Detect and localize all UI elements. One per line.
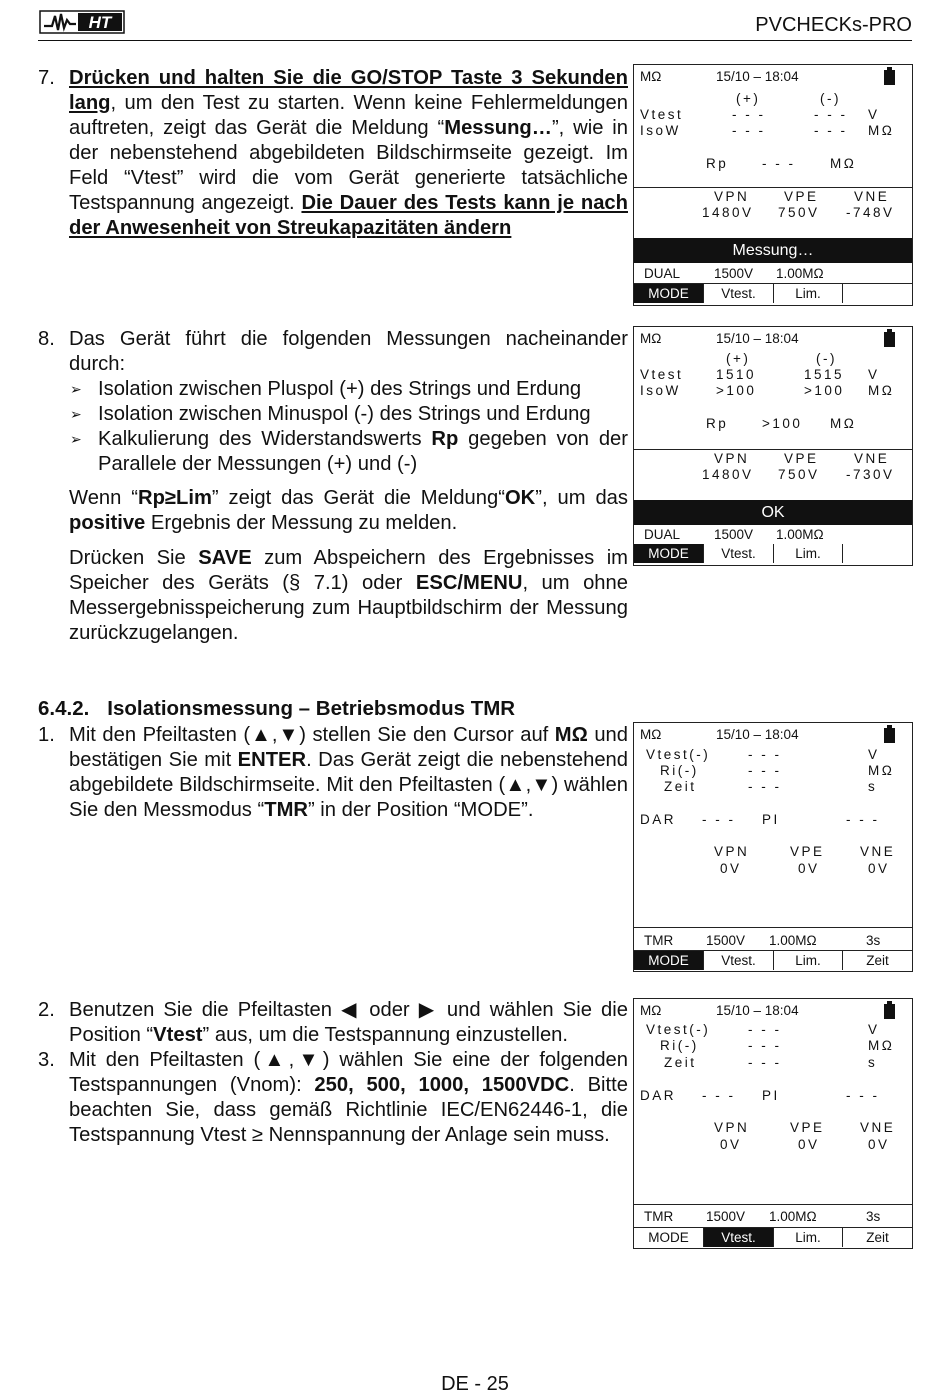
vtest-unit: V <box>868 107 878 122</box>
vtest-label: Vtest <box>640 107 684 122</box>
vpn-value: 1480V <box>702 205 754 220</box>
tab-vtest[interactable]: Vtest. <box>704 951 774 970</box>
step-7-bold-2: Messung… <box>444 117 552 139</box>
vtest-setting: 1500V <box>714 527 754 542</box>
vne-value: -730V <box>846 467 895 482</box>
vpn-value: 0V <box>720 861 742 876</box>
step-7-text-2: ”, wie in der nebenstehend abgebildeten Bildschirmseite gezeigt. Im Feld “Vtest” wird die vom Gerät generierte tatsächliche Testspannung angezeigt. <box>69 117 628 214</box>
vne-value: 0V <box>868 861 890 876</box>
step-1-e: . Das Gerät zeigt die nebenstehend abgebildete Bildschirmseite. Mit den Pfeiltasten (▲,▼) wählen Sie den Messmodus “ <box>69 749 628 821</box>
lcd-screen-1 <box>633 64 913 306</box>
ri-unit: MΩ <box>868 763 895 778</box>
lim-setting: 1.00MΩ <box>776 527 824 542</box>
lcd-screen-3 <box>633 722 913 972</box>
vne-label: VNE <box>860 844 896 859</box>
ok-paragraph <box>69 486 628 536</box>
bullet-3-c: gegeben von der Parallele der Messungen (+) und (-) <box>98 428 628 475</box>
step-3-b: 250, 500, 1000, 1500VDC <box>314 1074 570 1096</box>
mode-value: TMR <box>644 933 674 948</box>
save-text-3: , um ohne Messergebnisspeicherung zum Hauptbildschirm der Messung zurückzugelangen. <box>69 572 628 644</box>
vtest-value: - - - <box>748 1022 782 1037</box>
vpn-label: VPN <box>714 189 750 204</box>
iso-minus: - - - <box>814 123 848 138</box>
page-number: DE - 25 <box>441 1373 509 1395</box>
pi-value: - - - <box>846 1088 880 1103</box>
vtest-setting: 1500V <box>706 933 746 948</box>
datetime: 15/10 – 18:04 <box>716 1003 799 1018</box>
bullet-marker: ➢ <box>70 381 82 397</box>
vpe-value: 0V <box>798 1137 820 1152</box>
zeit-label: Zeit <box>664 779 697 794</box>
step-8-number: 8. <box>38 328 55 350</box>
zeit-setting: 3s <box>866 1209 881 1224</box>
lim-setting: 1.00MΩ <box>776 266 824 281</box>
col-plus: (+) <box>726 351 751 366</box>
unit-label: MΩ <box>640 1003 662 1018</box>
step-8-intro: Das Gerät führt die folgenden Messungen nacheinander durch: <box>69 328 628 375</box>
zeit-unit: s <box>868 779 875 794</box>
rp-unit: MΩ <box>830 156 857 171</box>
tab-lim[interactable]: Lim. <box>774 544 843 563</box>
rp-value: - - - <box>762 156 796 171</box>
ht-logo <box>38 8 130 36</box>
datetime: 15/10 – 18:04 <box>716 69 799 84</box>
step-1-b: MΩ <box>554 724 588 746</box>
col-minus: (-) <box>816 351 837 366</box>
step-3-number: 3. <box>38 1049 55 1071</box>
screen-divider <box>634 449 912 450</box>
vne-label: VNE <box>854 189 890 204</box>
vtest-setting: 1500V <box>706 1209 746 1224</box>
step-2-c: ” aus, um die Testspannung einzustellen. <box>202 1024 569 1046</box>
step-1-c: und bestätigen Sie mit <box>69 724 628 771</box>
lim-setting: 1.00MΩ <box>769 933 817 948</box>
step-1-d: ENTER <box>237 749 307 771</box>
tab-mode[interactable]: MODE <box>634 1228 704 1247</box>
vpe-label: VPE <box>784 451 819 466</box>
section-title: Isolationsmessung – Betriebsmodus TMR <box>107 697 516 720</box>
status-message: Messung… <box>634 238 912 263</box>
screen-divider <box>634 187 912 188</box>
step-2-b: Vtest <box>153 1024 203 1046</box>
ok-bold-3: positive <box>69 512 146 534</box>
bullet-2 <box>38 402 628 427</box>
rp-unit: MΩ <box>830 416 857 431</box>
vtest-unit: V <box>868 367 878 382</box>
zeit-value: - - - <box>748 779 782 794</box>
save-text-1: Drücken Sie <box>69 547 199 569</box>
vtest-unit: V <box>868 747 878 762</box>
step-3-c: . Bitte beachten Sie, dass gemäß Richtlinie IEC/EN62446-1, die Testspannung Vtest ≥ Nennspannung der Anlage sein muss. <box>69 1074 628 1146</box>
col-minus: (-) <box>820 91 841 106</box>
bullet-3-b: Rp <box>431 428 459 450</box>
save-text-2: zum Abspeichern des Ergebnisses im Speicher des Geräts (§ 7.1) oder <box>69 547 628 594</box>
bullet-1-text: Isolation zwischen Pluspol (+) des Strings und Erdung <box>98 378 582 400</box>
section-heading <box>38 697 515 721</box>
iso-minus: >100 <box>804 383 845 398</box>
battery-icon <box>884 728 895 743</box>
zeit-setting: 3s <box>866 933 881 948</box>
softkey-bar <box>634 544 912 563</box>
ri-value: - - - <box>748 1038 782 1053</box>
vne-value: 0V <box>868 1137 890 1152</box>
dar-value: - - - <box>702 1088 736 1103</box>
softkey-bar <box>634 283 912 303</box>
vpe-value: 0V <box>798 861 820 876</box>
dar-label: DAR <box>640 812 677 827</box>
vtest-plus: - - - <box>732 107 766 122</box>
vtest-label: Vtest(-) <box>646 747 711 762</box>
softkey-bar <box>634 950 912 970</box>
bullet-marker: ➢ <box>70 431 82 447</box>
product-name: PVCHECKs-PRO <box>755 14 912 36</box>
step-8 <box>38 327 628 646</box>
ok-bold-2: OK <box>504 487 536 509</box>
tab-vtest[interactable]: Vtest. <box>704 284 774 303</box>
zeit-value: - - - <box>748 1055 782 1070</box>
dar-value: - - - <box>702 812 736 827</box>
vtest-label: Vtest <box>640 367 684 382</box>
iso-plus: >100 <box>716 383 757 398</box>
col-plus: (+) <box>736 91 761 106</box>
ht-logo-graphic <box>38 8 130 36</box>
iso-plus: - - - <box>732 123 766 138</box>
header-divider <box>38 40 912 41</box>
battery-icon <box>884 70 895 85</box>
datetime: 15/10 – 18:04 <box>716 727 799 742</box>
pi-value: - - - <box>846 812 880 827</box>
tab-lim[interactable]: Lim. <box>774 1228 843 1247</box>
step-1-g: ” in der Position “MODE”. <box>307 799 534 821</box>
step-3-a: Mit den Pfeiltasten (▲,▼) wählen Sie eine der folgenden Testspannungen (Vnom): <box>69 1049 628 1096</box>
vpe-label: VPE <box>790 844 825 859</box>
mode-value: TMR <box>644 1209 674 1224</box>
vpe-label: VPE <box>790 1120 825 1135</box>
step-7-bold-1: Drücken und halten Sie die GO/STOP Taste 3 Sekunden lang <box>69 67 628 114</box>
step-1 <box>38 723 628 823</box>
vtest-setting: 1500V <box>714 266 754 281</box>
save-bold-1: SAVE <box>198 547 252 569</box>
save-bold-2: ESC/MENU <box>415 572 523 594</box>
tab-vtest[interactable]: Vtest. <box>704 544 774 563</box>
pi-label: PI <box>762 1088 780 1103</box>
vpn-label: VPN <box>714 451 750 466</box>
pi-label: PI <box>762 812 780 827</box>
tab-mode[interactable]: MODE <box>634 544 704 563</box>
step-3-text <box>69 1048 628 1148</box>
ok-text-3: ”, um das <box>535 487 628 509</box>
bullet-3-a: Kalkulierung des Widerstandswerts <box>98 428 432 450</box>
vpn-label: VPN <box>714 1120 750 1135</box>
step-1-a: Mit den Pfeiltasten (▲,▼) stellen Sie den Cursor auf <box>69 724 555 746</box>
rp-label: Rp <box>706 156 729 171</box>
bullet-3-text <box>98 427 628 477</box>
ok-text-2: ” zeigt das Gerät die Meldung“ <box>211 487 505 509</box>
save-paragraph <box>69 546 628 646</box>
iso-label: IsoW <box>640 123 681 138</box>
step-1-f: TMR <box>264 799 308 821</box>
tab-vtest[interactable]: Vtest. <box>704 1228 774 1247</box>
lcd-screen-2 <box>633 326 913 566</box>
iso-unit: MΩ <box>868 383 895 398</box>
screen-divider <box>634 927 912 928</box>
lim-setting: 1.00MΩ <box>769 1209 817 1224</box>
vtest-value: - - - <box>748 747 782 762</box>
ok-text-4: Ergebnis der Messung zu melden. <box>145 512 458 534</box>
step-2-text <box>69 998 628 1048</box>
step-2 <box>38 998 628 1048</box>
bullet-marker: ➢ <box>70 406 82 422</box>
step-7-number: 7. <box>38 67 55 89</box>
step-7-text-1: , um den Test zu starten. Wenn keine Fehlermeldungen auftreten, zeigt das Gerät die Meldung “ <box>69 92 628 139</box>
section-number: 6.4.2. <box>38 697 90 720</box>
zeit-label: Zeit <box>664 1055 697 1070</box>
vpn-value: 0V <box>720 1137 742 1152</box>
ri-unit: MΩ <box>868 1038 895 1053</box>
tab-lim[interactable]: Lim. <box>774 951 843 970</box>
tab-zeit[interactable]: Zeit <box>866 1230 889 1245</box>
tab-zeit[interactable]: Zeit <box>866 953 889 968</box>
vne-value: -748V <box>846 205 895 220</box>
vne-label: VNE <box>860 1120 896 1135</box>
iso-label: IsoW <box>640 383 681 398</box>
vpn-label: VPN <box>714 844 750 859</box>
tab-mode[interactable]: MODE <box>634 951 704 970</box>
step-2-a: Benutzen Sie die Pfeiltasten ◀ oder ▶ und wählen Sie die Position “ <box>69 999 628 1046</box>
iso-unit: MΩ <box>868 123 895 138</box>
vtest-minus: 1515 <box>804 367 845 382</box>
unit-label: MΩ <box>640 69 662 84</box>
ri-value: - - - <box>748 763 782 778</box>
bullet-1 <box>38 377 628 402</box>
vpe-label: VPE <box>784 189 819 204</box>
unit-label: MΩ <box>640 727 662 742</box>
step-1-number: 1. <box>38 724 55 746</box>
ri-label: Ri(-) <box>660 763 699 778</box>
softkey-bar <box>634 1227 912 1247</box>
bullet-2-text: Isolation zwischen Minuspol (-) des Strings und Erdung <box>98 403 591 425</box>
rp-label: Rp <box>706 416 729 431</box>
step-2-number: 2. <box>38 999 55 1021</box>
zeit-unit: s <box>868 1055 875 1070</box>
vtest-label: Vtest(-) <box>646 1022 711 1037</box>
screen-divider <box>634 1204 912 1205</box>
ok-bold-1: Rp≥Lim <box>138 487 212 509</box>
step-7-text <box>69 66 628 241</box>
battery-icon <box>884 332 895 347</box>
status-message: OK <box>634 500 912 525</box>
step-1-text <box>69 723 628 823</box>
tab-lim[interactable]: Lim. <box>774 284 843 303</box>
step-7 <box>38 66 628 241</box>
vpe-value: 750V <box>778 205 820 220</box>
ri-label: Ri(-) <box>660 1038 699 1053</box>
mode-value: DUAL <box>644 266 681 281</box>
step-3 <box>38 1048 628 1148</box>
steps-2-3 <box>38 998 628 1148</box>
bullet-3 <box>38 427 628 477</box>
battery-icon <box>884 1004 895 1019</box>
vne-label: VNE <box>854 451 890 466</box>
mode-value: DUAL <box>644 527 681 542</box>
lcd-screen-4 <box>633 998 913 1249</box>
dar-label: DAR <box>640 1088 677 1103</box>
datetime: 15/10 – 18:04 <box>716 331 799 346</box>
ok-text-1: Wenn “ <box>69 487 139 509</box>
vpn-value: 1480V <box>702 467 754 482</box>
vpe-value: 750V <box>778 467 820 482</box>
step-7-bold-3: Die Dauer des Tests kann je nach der Anwesenheit von Streukapazitäten ändern <box>69 192 628 239</box>
logo-text: HT <box>88 13 112 32</box>
tab-mode[interactable]: MODE <box>634 284 704 303</box>
vtest-plus: 1510 <box>716 367 757 382</box>
unit-label: MΩ <box>640 331 662 346</box>
vtest-unit: V <box>868 1022 878 1037</box>
vtest-minus: - - - <box>814 107 848 122</box>
rp-value: >100 <box>762 416 803 431</box>
